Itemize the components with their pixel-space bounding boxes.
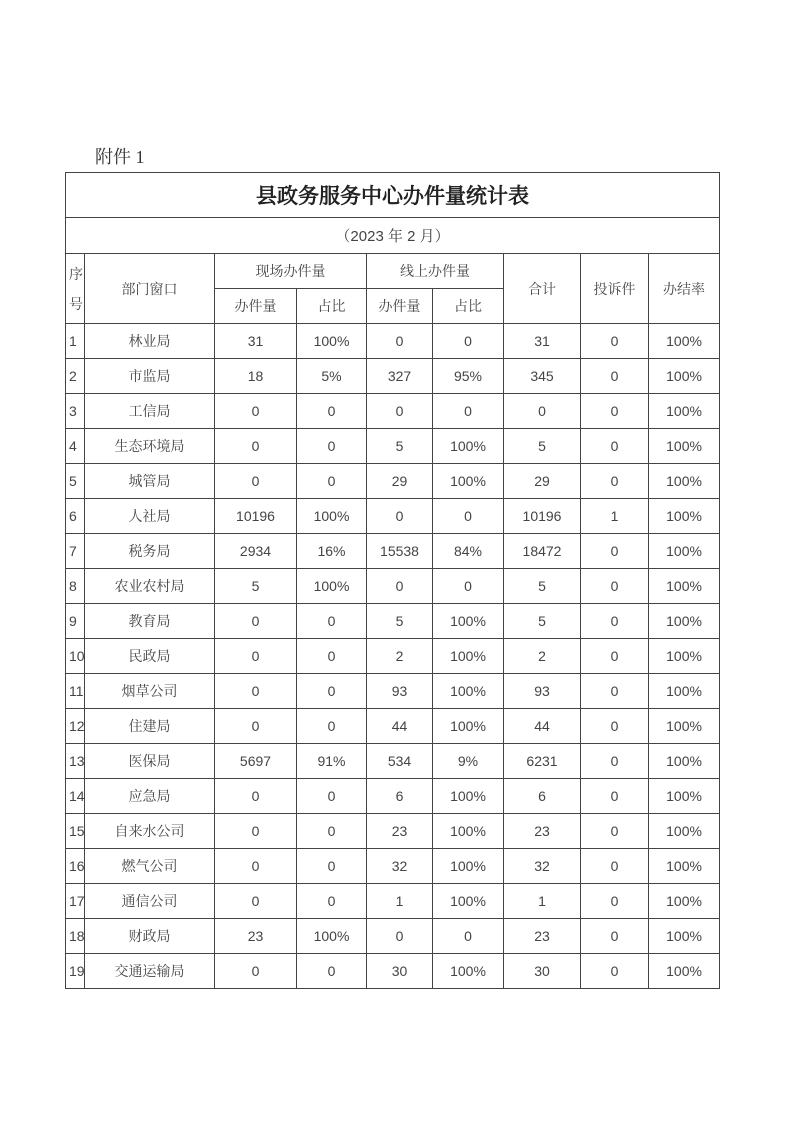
cell-completion-rate: 100% <box>649 324 720 359</box>
cell-department: 通信公司 <box>85 884 215 919</box>
table-row <box>66 429 720 464</box>
cell-seq: 19 <box>66 954 85 989</box>
cell-complaints: 0 <box>581 954 649 989</box>
cell-online-ratio: 100% <box>433 429 504 464</box>
cell-onsite-ratio: 0 <box>297 954 367 989</box>
cell-completion-rate: 100% <box>649 534 720 569</box>
cell-department: 住建局 <box>85 709 215 744</box>
cell-onsite-count: 0 <box>215 814 297 849</box>
cell-online-count: 30 <box>367 954 433 989</box>
cell-complaints: 0 <box>581 744 649 779</box>
cell-onsite-count: 23 <box>215 919 297 954</box>
cell-onsite-ratio: 16% <box>297 534 367 569</box>
cell-complaints: 0 <box>581 884 649 919</box>
cell-onsite-count: 0 <box>215 884 297 919</box>
cell-seq: 9 <box>66 604 85 639</box>
cell-seq: 4 <box>66 429 85 464</box>
cell-onsite-count: 0 <box>215 779 297 814</box>
cell-completion-rate: 100% <box>649 674 720 709</box>
cell-online-count: 0 <box>367 394 433 429</box>
cell-total: 6231 <box>504 744 581 779</box>
cell-onsite-ratio: 5% <box>297 359 367 394</box>
cell-total: 0 <box>504 394 581 429</box>
cell-online-count: 0 <box>367 324 433 359</box>
cell-completion-rate: 100% <box>649 429 720 464</box>
cell-online-ratio: 100% <box>433 604 504 639</box>
header-online-count: 办件量 <box>367 289 433 324</box>
table-row <box>66 604 720 639</box>
cell-onsite-ratio: 0 <box>297 674 367 709</box>
header-onsite: 现场办件量 <box>215 254 367 289</box>
cell-completion-rate: 100% <box>649 919 720 954</box>
table-row <box>66 324 720 359</box>
cell-complaints: 0 <box>581 674 649 709</box>
cell-completion-rate: 100% <box>649 464 720 499</box>
table-row <box>66 464 720 499</box>
cell-online-ratio: 100% <box>433 464 504 499</box>
cell-onsite-count: 0 <box>215 429 297 464</box>
header-online-ratio: 占比 <box>433 289 504 324</box>
cell-online-count: 93 <box>367 674 433 709</box>
cell-online-ratio: 100% <box>433 639 504 674</box>
cell-complaints: 0 <box>581 359 649 394</box>
cell-online-ratio: 100% <box>433 709 504 744</box>
cell-onsite-ratio: 0 <box>297 429 367 464</box>
cell-total: 23 <box>504 919 581 954</box>
cell-seq: 15 <box>66 814 85 849</box>
table-row <box>66 954 720 989</box>
table-row <box>66 779 720 814</box>
cell-onsite-count: 5697 <box>215 744 297 779</box>
cell-total: 2 <box>504 639 581 674</box>
cell-department: 交通运输局 <box>85 954 215 989</box>
cell-online-ratio: 100% <box>433 954 504 989</box>
cell-complaints: 0 <box>581 814 649 849</box>
cell-total: 6 <box>504 779 581 814</box>
cell-onsite-count: 18 <box>215 359 297 394</box>
table-row <box>66 394 720 429</box>
cell-department: 城管局 <box>85 464 215 499</box>
table-row <box>66 884 720 919</box>
cell-department: 农业农村局 <box>85 569 215 604</box>
cell-online-count: 534 <box>367 744 433 779</box>
cell-online-count: 5 <box>367 429 433 464</box>
cell-total: 345 <box>504 359 581 394</box>
cell-online-ratio: 0 <box>433 499 504 534</box>
cell-department: 林业局 <box>85 324 215 359</box>
cell-completion-rate: 100% <box>649 779 720 814</box>
cell-onsite-count: 0 <box>215 849 297 884</box>
cell-department: 教育局 <box>85 604 215 639</box>
header-complaints: 投诉件 <box>581 254 649 324</box>
cell-onsite-count: 31 <box>215 324 297 359</box>
cell-seq: 6 <box>66 499 85 534</box>
cell-completion-rate: 100% <box>649 884 720 919</box>
header-total: 合计 <box>504 254 581 324</box>
cell-total: 10196 <box>504 499 581 534</box>
cell-complaints: 0 <box>581 394 649 429</box>
table-row <box>66 849 720 884</box>
cell-onsite-count: 0 <box>215 674 297 709</box>
cell-total: 18472 <box>504 534 581 569</box>
cell-onsite-count: 0 <box>215 604 297 639</box>
cell-complaints: 0 <box>581 779 649 814</box>
cell-online-ratio: 0 <box>433 394 504 429</box>
cell-onsite-ratio: 0 <box>297 849 367 884</box>
cell-complaints: 0 <box>581 569 649 604</box>
cell-online-ratio: 100% <box>433 779 504 814</box>
cell-onsite-ratio: 0 <box>297 394 367 429</box>
cell-seq: 10 <box>66 639 85 674</box>
cell-total: 29 <box>504 464 581 499</box>
cell-seq: 16 <box>66 849 85 884</box>
cell-complaints: 0 <box>581 849 649 884</box>
header-department: 部门窗口 <box>85 254 215 324</box>
cell-completion-rate: 100% <box>649 849 720 884</box>
cell-online-ratio: 100% <box>433 849 504 884</box>
cell-completion-rate: 100% <box>649 709 720 744</box>
cell-complaints: 0 <box>581 639 649 674</box>
cell-department: 自来水公司 <box>85 814 215 849</box>
cell-seq: 5 <box>66 464 85 499</box>
attachment-label: 附件 1 <box>95 147 145 167</box>
cell-onsite-ratio: 0 <box>297 884 367 919</box>
cell-onsite-ratio: 0 <box>297 779 367 814</box>
table-row <box>66 639 720 674</box>
cell-onsite-count: 0 <box>215 709 297 744</box>
cell-total: 30 <box>504 954 581 989</box>
cell-department: 财政局 <box>85 919 215 954</box>
cell-online-count: 0 <box>367 919 433 954</box>
cell-total: 44 <box>504 709 581 744</box>
cell-seq: 3 <box>66 394 85 429</box>
table-row <box>66 359 720 394</box>
cell-completion-rate: 100% <box>649 604 720 639</box>
statistics-table <box>65 172 720 989</box>
cell-onsite-ratio: 0 <box>297 814 367 849</box>
header-seq: 序 号 <box>66 254 85 324</box>
cell-online-ratio: 95% <box>433 359 504 394</box>
cell-onsite-ratio: 100% <box>297 324 367 359</box>
cell-completion-rate: 100% <box>649 639 720 674</box>
cell-complaints: 1 <box>581 499 649 534</box>
cell-seq: 8 <box>66 569 85 604</box>
cell-complaints: 0 <box>581 324 649 359</box>
cell-seq: 14 <box>66 779 85 814</box>
cell-onsite-ratio: 100% <box>297 569 367 604</box>
cell-total: 1 <box>504 884 581 919</box>
cell-completion-rate: 100% <box>649 499 720 534</box>
cell-online-count: 23 <box>367 814 433 849</box>
cell-seq: 13 <box>66 744 85 779</box>
cell-online-count: 2 <box>367 639 433 674</box>
cell-online-ratio: 100% <box>433 814 504 849</box>
cell-total: 31 <box>504 324 581 359</box>
header-completion-rate: 办结率 <box>649 254 720 324</box>
cell-department: 民政局 <box>85 639 215 674</box>
cell-online-ratio: 84% <box>433 534 504 569</box>
cell-total: 93 <box>504 674 581 709</box>
cell-online-count: 6 <box>367 779 433 814</box>
table-row <box>66 709 720 744</box>
cell-online-ratio: 100% <box>433 884 504 919</box>
table-row <box>66 674 720 709</box>
cell-department: 税务局 <box>85 534 215 569</box>
cell-completion-rate: 100% <box>649 394 720 429</box>
header-onsite-count: 办件量 <box>215 289 297 324</box>
cell-onsite-count: 2934 <box>215 534 297 569</box>
cell-completion-rate: 100% <box>649 744 720 779</box>
cell-seq: 2 <box>66 359 85 394</box>
cell-department: 市监局 <box>85 359 215 394</box>
cell-seq: 17 <box>66 884 85 919</box>
header-online: 线上办件量 <box>367 254 504 289</box>
cell-onsite-count: 5 <box>215 569 297 604</box>
cell-online-count: 44 <box>367 709 433 744</box>
cell-online-ratio: 0 <box>433 324 504 359</box>
cell-completion-rate: 100% <box>649 569 720 604</box>
cell-total: 5 <box>504 604 581 639</box>
cell-seq: 7 <box>66 534 85 569</box>
cell-completion-rate: 100% <box>649 814 720 849</box>
cell-onsite-count: 0 <box>215 954 297 989</box>
cell-department: 烟草公司 <box>85 674 215 709</box>
table-row <box>66 534 720 569</box>
cell-online-ratio: 0 <box>433 569 504 604</box>
cell-onsite-count: 0 <box>215 639 297 674</box>
cell-onsite-count: 0 <box>215 394 297 429</box>
cell-online-count: 327 <box>367 359 433 394</box>
cell-online-count: 0 <box>367 499 433 534</box>
cell-online-ratio: 100% <box>433 674 504 709</box>
cell-completion-rate: 100% <box>649 359 720 394</box>
cell-complaints: 0 <box>581 429 649 464</box>
cell-online-count: 32 <box>367 849 433 884</box>
cell-onsite-count: 0 <box>215 464 297 499</box>
cell-online-ratio: 0 <box>433 919 504 954</box>
cell-seq: 18 <box>66 919 85 954</box>
cell-onsite-ratio: 91% <box>297 744 367 779</box>
table-row <box>66 814 720 849</box>
cell-onsite-count: 10196 <box>215 499 297 534</box>
cell-complaints: 0 <box>581 534 649 569</box>
cell-total: 5 <box>504 429 581 464</box>
cell-department: 人社局 <box>85 499 215 534</box>
table-row <box>66 744 720 779</box>
cell-total: 32 <box>504 849 581 884</box>
table-title: 县政务服务中心办件量统计表 <box>66 173 720 218</box>
cell-online-count: 1 <box>367 884 433 919</box>
cell-total: 5 <box>504 569 581 604</box>
cell-online-count: 5 <box>367 604 433 639</box>
cell-online-count: 15538 <box>367 534 433 569</box>
cell-seq: 11 <box>66 674 85 709</box>
cell-onsite-ratio: 0 <box>297 709 367 744</box>
cell-onsite-ratio: 0 <box>297 604 367 639</box>
cell-onsite-ratio: 100% <box>297 919 367 954</box>
cell-department: 工信局 <box>85 394 215 429</box>
cell-onsite-ratio: 0 <box>297 464 367 499</box>
table-subtitle: （2023 年 2 月） <box>66 218 720 254</box>
cell-department: 医保局 <box>85 744 215 779</box>
header-onsite-ratio: 占比 <box>297 289 367 324</box>
cell-seq: 1 <box>66 324 85 359</box>
cell-onsite-ratio: 100% <box>297 499 367 534</box>
cell-complaints: 0 <box>581 464 649 499</box>
cell-seq: 12 <box>66 709 85 744</box>
table-row <box>66 499 720 534</box>
cell-complaints: 0 <box>581 604 649 639</box>
cell-department: 生态环境局 <box>85 429 215 464</box>
cell-complaints: 0 <box>581 709 649 744</box>
table-row <box>66 569 720 604</box>
table-row <box>66 919 720 954</box>
cell-complaints: 0 <box>581 919 649 954</box>
cell-department: 燃气公司 <box>85 849 215 884</box>
cell-online-count: 29 <box>367 464 433 499</box>
cell-onsite-ratio: 0 <box>297 639 367 674</box>
cell-completion-rate: 100% <box>649 954 720 989</box>
cell-online-count: 0 <box>367 569 433 604</box>
cell-total: 23 <box>504 814 581 849</box>
cell-online-ratio: 9% <box>433 744 504 779</box>
cell-department: 应急局 <box>85 779 215 814</box>
